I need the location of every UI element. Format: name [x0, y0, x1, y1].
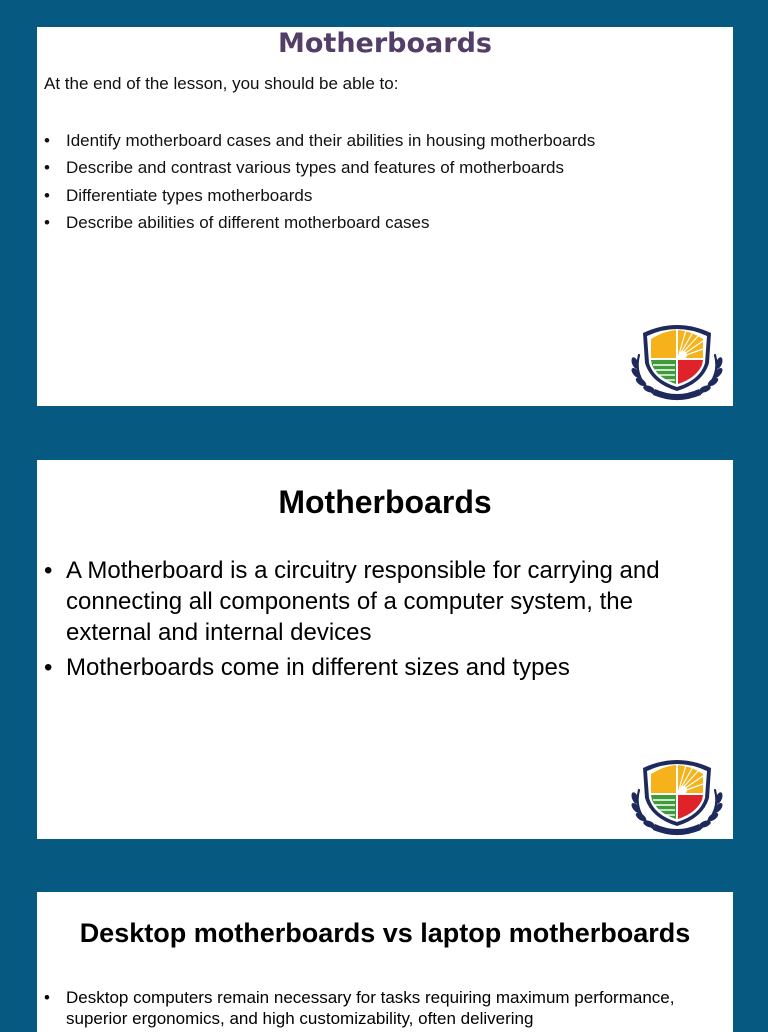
comparison-list: [44, 987, 714, 1029]
list-item: [44, 209, 595, 236]
bullet-icon: •: [44, 557, 53, 584]
list-item: [44, 127, 595, 154]
school-crest-icon: [625, 319, 729, 403]
bullet-icon: •: [44, 185, 50, 205]
list-item: [44, 987, 714, 1029]
definition-list: [44, 555, 704, 687]
list-item: [44, 182, 595, 209]
slide-2: [37, 460, 733, 839]
bullet-icon: •: [44, 988, 50, 1007]
slide-title: Desktop motherboards vs laptop motherboards: [79, 918, 691, 948]
list-item: [44, 555, 704, 648]
list-item-text: Identify motherboard cases and their abilities in housing motherboards: [66, 131, 596, 150]
bullet-icon: •: [44, 158, 50, 178]
slide-3: [37, 892, 733, 1032]
bullet-icon: •: [44, 131, 50, 150]
bullet-icon: •: [44, 212, 50, 232]
list-item: [44, 154, 595, 181]
list-item: [44, 652, 704, 683]
slide-title: Motherboards: [278, 28, 492, 59]
slide-1: [37, 27, 733, 406]
list-item-text: Describe abilities of different motherboard cases: [66, 212, 430, 232]
list-item-text: Describe and contrast various types and features of motherboards: [66, 158, 564, 178]
list-item-text: Differentiate types motherboards: [66, 185, 313, 205]
school-crest-icon: [625, 754, 729, 838]
list-item-text: Desktop computers remain necessary for tasks requiring maximum performance, superior ergonomics, and high customizability, often delivering: [66, 988, 675, 1028]
list-item-text: Motherboards come in different sizes and types: [66, 654, 570, 681]
slide-title: Motherboards: [278, 484, 492, 520]
slide-intro: At the end of the lesson, you should be able to:: [44, 74, 399, 93]
bullet-icon: •: [44, 654, 53, 681]
list-item-text: A Motherboard is a circuitry responsible for carrying and connecting all components of a computer system, the external and internal devices: [66, 557, 660, 646]
objective-list: [44, 127, 595, 236]
